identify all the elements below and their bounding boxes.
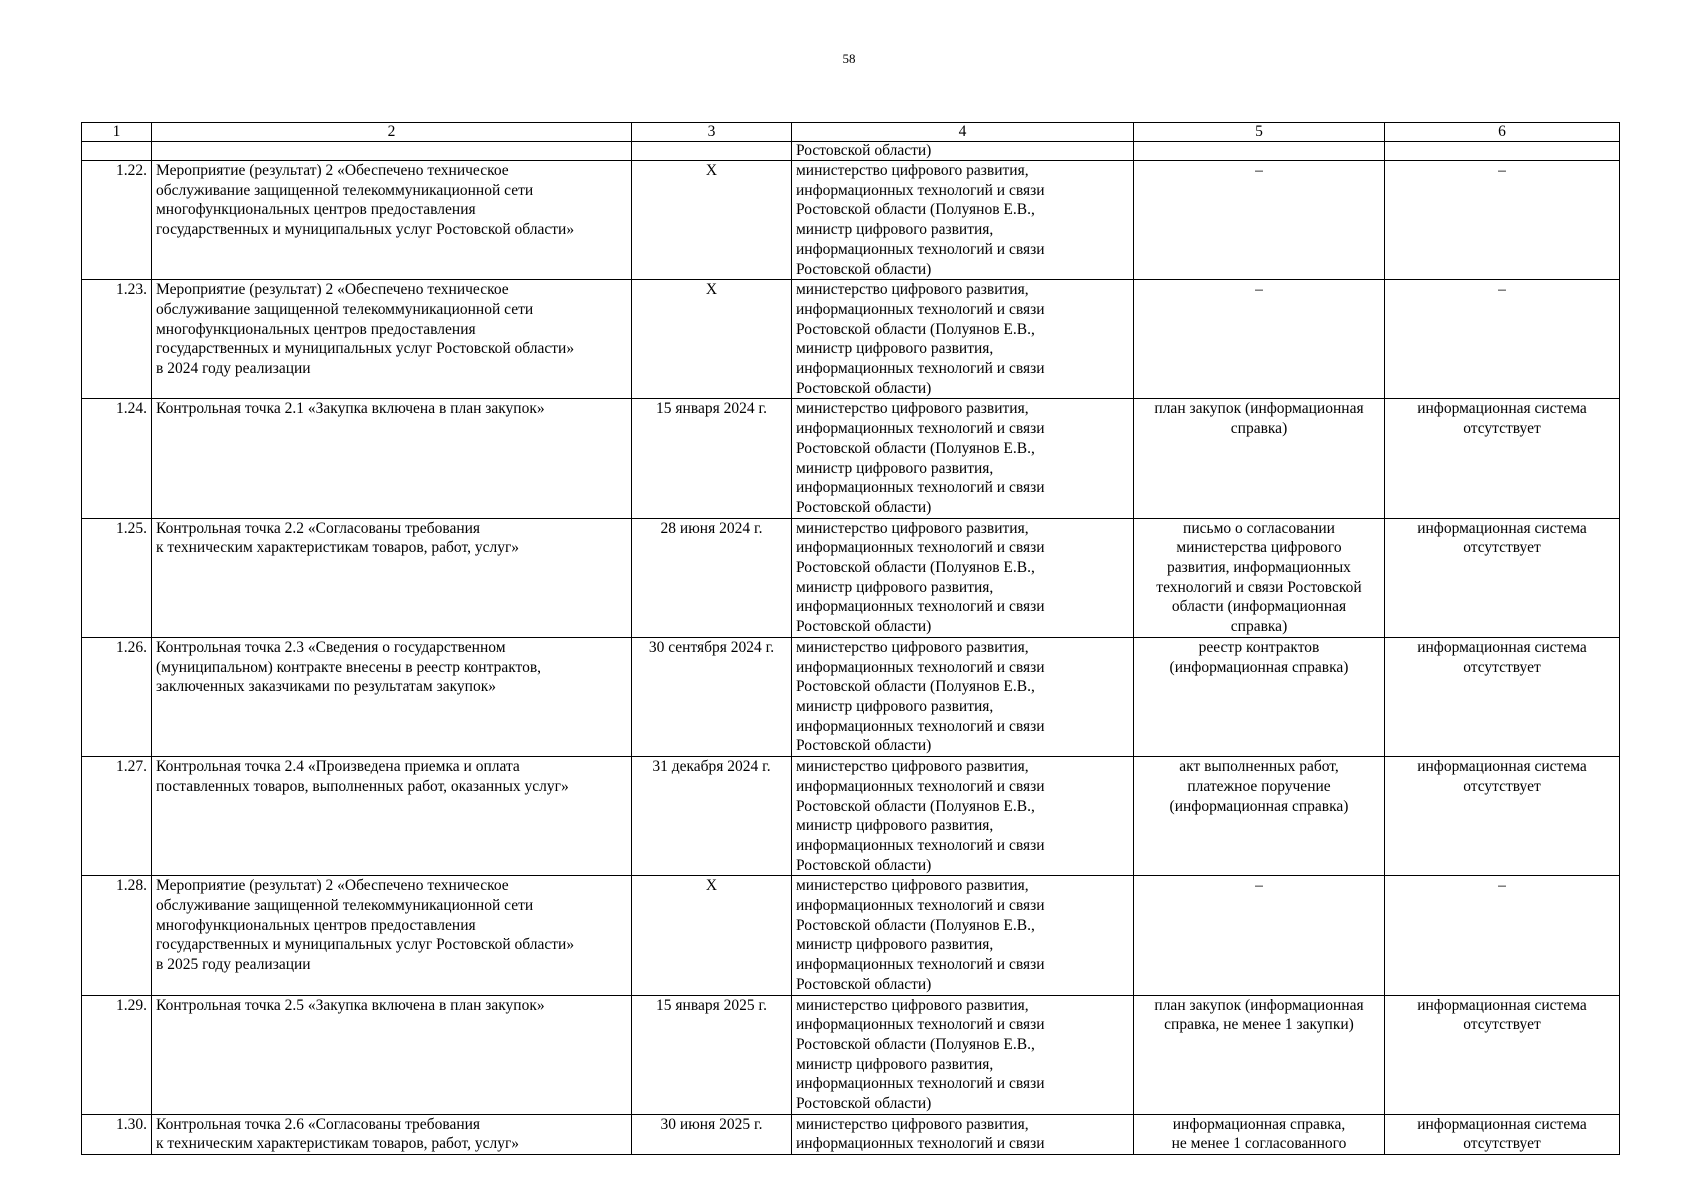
responsible-cell-line: министерство цифрового развития, [796,877,1029,895]
event-cell-line: многофункциональных центров предоставления [156,916,476,934]
responsible-cell [792,995,1134,1114]
event-cell-line: обслуживание защищенной телекоммуникационной сети [156,897,534,915]
responsible-cell-line: министерство цифрового развития, [796,1115,1029,1133]
row-number: 1.23. [82,280,152,399]
responsible-cell-line: министерство цифрового развития, [796,996,1029,1014]
document-cell [1134,757,1385,876]
event-cell [152,637,632,756]
responsible-cell-line: министр цифрового развития, [796,221,994,239]
responsible-cell [792,876,1134,995]
system-cell [1385,757,1620,876]
responsible-cell-line: Ростовской области) [796,618,932,636]
system-cell-line: – [1498,162,1506,179]
event-cell-line: (муниципальном) контракте внесены в реестр контрактов, [156,658,542,676]
document-cell-line: справка) [1230,618,1288,636]
responsible-cell-line: министр цифрового развития, [796,697,994,715]
responsible-cell-line: министр цифрового развития, [796,578,994,596]
responsible-cell-line: министерство цифрового развития, [796,162,1029,179]
event-cell-line: к техническим характеристикам товаров, работ, услуг» [156,1135,520,1153]
system-cell-line: отсутствует [1463,1016,1541,1034]
responsible-cell-line: информационных технологий и связи [796,1075,1045,1093]
event-cell-line: в 2024 году реализации [156,360,311,378]
system-cell [1385,1114,1620,1154]
event-cell-line: Контрольная точка 2.2 «Согласованы требования [156,519,481,537]
system-cell-line: информационная система [1417,519,1587,537]
table-row [82,399,1620,518]
system-cell-line: информационная система [1417,638,1587,656]
row-number: 1.29. [82,995,152,1114]
document-cell [1134,995,1385,1114]
deadline-cell: 28 июня 2024 г. [632,518,792,637]
document-cell-line: области (информационная [1171,598,1347,616]
deadline-cell: Х [632,280,792,399]
event-cell-line: Контрольная точка 2.1 «Закупка включена в план закупок» [156,400,545,418]
responsible-cell-line: информационных технологий и связи [796,360,1045,378]
responsible-cell [792,161,1134,280]
responsible-cell-line: Ростовской области (Полуянов Е.В., [796,559,1035,577]
responsible-cell-line: информационных технологий и связи [796,658,1045,676]
system-cell [1385,637,1620,756]
event-cell [152,1114,632,1154]
responsible-cell-line: министр цифрового развития, [796,817,994,835]
event-cell [152,995,632,1114]
document-cell-line: платежное поручение [1187,777,1331,795]
column-header-3: 3 [632,123,792,142]
system-cell [1385,399,1620,518]
system-cell [1385,518,1620,637]
column-header-4: 4 [792,123,1134,142]
table-row [82,757,1620,876]
event-cell-line: поставленных товаров, выполненных работ, оказанных услуг» [156,777,569,795]
event-cell-line: Мероприятие (результат) 2 «Обеспечено техническое [156,877,509,895]
system-cell [1385,280,1620,399]
responsible-cell [792,637,1134,756]
table-row [82,518,1620,637]
event-cell-line: Контрольная точка 2.6 «Согласованы требования [156,1115,481,1133]
document-cell-line: развития, информационных [1167,559,1351,577]
document-cell-line: (информационная справка) [1169,658,1349,676]
event-cell [152,399,632,518]
responsible-cell-line: информационных технологий и связи [796,717,1045,735]
system-cell-line: – [1498,877,1506,895]
event-cell [152,280,632,399]
responsible-cell-line: информационных технологий и связи [796,777,1045,795]
system-cell [1385,995,1620,1114]
responsible-cell-line: министр цифрового развития, [796,459,994,477]
responsible-cell-line: Ростовской области (Полуянов Е.В., [796,320,1035,338]
document-cell [1134,399,1385,518]
document-cell [1134,876,1385,995]
document-cell [1134,161,1385,280]
document-cell [1134,637,1385,756]
table-body [82,142,1620,1155]
document-cell-line: план закупок (информационная [1154,996,1364,1014]
event-cell-line: Контрольная точка 2.4 «Произведена приемка и оплата [156,758,520,776]
system-cell-line: отсутствует [1463,420,1541,438]
column-header-1: 1 [82,123,152,142]
table-row [82,161,1620,280]
row-number: 1.28. [82,876,152,995]
continuation-cell-1 [82,142,152,161]
row-number: 1.24. [82,399,152,518]
deadline-cell: 15 января 2024 г. [632,399,792,518]
system-cell-line: отсутствует [1463,777,1541,795]
document-cell-line: реестр контрактов [1198,638,1320,656]
responsible-cell-line: информационных технологий и связи [796,1135,1045,1153]
responsible-cell-line: информационных технологий и связи [796,598,1045,616]
continuation-cell-3 [632,142,792,161]
responsible-cell-line: министерство цифрового развития, [796,281,1029,299]
document-cell-line: – [1255,162,1263,179]
event-cell-line: государственных и муниципальных услуг Ростовской области» [156,936,575,954]
row-number: 1.22. [82,161,152,280]
row-number: 1.25. [82,518,152,637]
responsible-cell-line: Ростовской области (Полуянов Е.В., [796,916,1035,934]
responsible-cell-line: Ростовской области (Полуянов Е.В., [796,439,1035,457]
responsible-cell-line: информационных технологий и связи [796,539,1045,557]
row-number: 1.30. [82,1114,152,1154]
deadline-cell: 30 сентября 2024 г. [632,637,792,756]
responsible-cell-line: информационных технологий и связи [796,836,1045,854]
responsible-cell-line: Ростовской области (Полуянов Е.В., [796,678,1035,696]
event-cell-line: многофункциональных центров предоставления [156,320,476,338]
responsible-cell-line: Ростовской области) [796,975,932,993]
responsible-cell [792,1114,1134,1154]
responsible-cell [792,280,1134,399]
deadline-cell: Х [632,161,792,280]
table-row [82,280,1620,399]
event-cell-line: обслуживание защищенной телекоммуникационной сети [156,181,534,199]
responsible-cell-line: министр цифрового развития, [796,1055,994,1073]
deadline-cell: 15 января 2025 г. [632,995,792,1114]
system-cell-line: отсутствует [1463,658,1541,676]
event-cell-line: Контрольная точка 2.3 «Сведения о государственном [156,638,506,656]
event-cell-line: Мероприятие (результат) 2 «Обеспечено техническое [156,162,509,179]
document-cell-line: министерства цифрового [1176,539,1342,557]
system-cell-line: отсутствует [1463,1135,1541,1153]
document-cell-line: справка) [1230,420,1288,438]
event-cell [152,876,632,995]
document-cell-line: акт выполненных работ, [1179,758,1339,776]
event-cell [152,161,632,280]
plan-table [81,122,1620,1155]
event-cell-line: в 2025 году реализации [156,956,311,974]
continuation-cell-5 [1134,142,1385,161]
event-cell-line: государственных и муниципальных услуг Ростовской области» [156,340,575,358]
table-row [82,1114,1620,1154]
document-cell-line: – [1255,281,1263,299]
system-cell-line: информационная система [1417,996,1587,1014]
document-cell-line: информационная справка, [1172,1115,1346,1133]
table-row [82,637,1620,756]
responsible-cell-line: министр цифрового развития, [796,936,994,954]
event-cell-line: многофункциональных центров предоставления [156,201,476,219]
page-number: 58 [842,51,856,66]
responsible-cell-line: Ростовской области) [796,260,932,278]
document-cell [1134,518,1385,637]
responsible-cell-line: информационных технологий и связи [796,956,1045,974]
table-row [82,995,1620,1114]
responsible-cell-line: министерство цифрового развития, [796,400,1029,418]
responsible-cell-line: информационных технологий и связи [796,240,1045,258]
column-header-5: 5 [1134,123,1385,142]
responsible-cell-line: министерство цифрового развития, [796,758,1029,776]
document-cell-line: технологий и связи Ростовской [1156,578,1362,596]
responsible-cell-line: Ростовской области) [796,737,932,755]
system-cell-line: информационная система [1417,758,1587,776]
system-cell-line: – [1498,281,1506,299]
responsible-cell-line: информационных технологий и связи [796,1016,1045,1034]
responsible-cell-line: министр цифрового развития, [796,340,994,358]
responsible-cell-line: Ростовской области) [796,379,932,397]
table-row [82,876,1620,995]
event-cell-line: обслуживание защищенной телекоммуникационной сети [156,300,534,318]
continuation-cell-6 [1385,142,1620,161]
event-cell [152,757,632,876]
deadline-cell: 30 июня 2025 г. [632,1114,792,1154]
responsible-cell [792,399,1134,518]
event-cell-line: заключенных заказчиками по результатам закупок» [156,678,496,696]
responsible-cell-line: Ростовской области) [796,856,932,874]
document-cell-line: письмо о согласовании [1183,519,1335,537]
system-cell-line: информационная система [1417,1115,1587,1133]
system-cell-line: информационная система [1417,400,1587,418]
event-cell [152,518,632,637]
document-cell-line: план закупок (информационная [1154,400,1364,418]
system-cell [1385,876,1620,995]
document-cell [1134,280,1385,399]
deadline-cell: Х [632,876,792,995]
responsible-cell-line: информационных технологий и связи [796,181,1045,199]
responsible-cell-line: информационных технологий и связи [796,897,1045,915]
row-number: 1.26. [82,637,152,756]
document-cell-line: (информационная справка) [1169,797,1349,815]
event-cell-line: государственных и муниципальных услуг Ростовской области» [156,221,575,239]
responsible-cell-line: Ростовской области (Полуянов Е.В., [796,1035,1035,1053]
responsible-cell-line: Ростовской области) [796,498,932,516]
system-cell-line: отсутствует [1463,539,1541,557]
header-row [82,123,1620,142]
document-cell [1134,1114,1385,1154]
responsible-cell-line: министерство цифрового развития, [796,638,1029,656]
event-cell-line: Мероприятие (результат) 2 «Обеспечено техническое [156,281,509,299]
responsible-cell-line: Ростовской области (Полуянов Е.В., [796,797,1035,815]
column-header-6: 6 [1385,123,1620,142]
row-number: 1.27. [82,757,152,876]
responsible-cell-line: информационных технологий и связи [796,300,1045,318]
responsible-cell-line: Ростовской области (Полуянов Е.В., [796,201,1035,219]
document-cell-line: не менее 1 согласованного [1171,1135,1347,1153]
document-cell-line: справка, не менее 1 закупки) [1164,1016,1354,1034]
deadline-cell: 31 декабря 2024 г. [632,757,792,876]
document-cell-line: – [1255,877,1263,895]
continuation-responsible: Ростовской области) [792,142,1134,161]
responsible-cell [792,757,1134,876]
responsible-cell-line: Ростовской области) [796,1095,932,1113]
column-header-2: 2 [152,123,632,142]
responsible-cell-line: информационных технологий и связи [796,420,1045,438]
event-cell-line: Контрольная точка 2.5 «Закупка включена в план закупок» [156,996,545,1014]
event-cell-line: к техническим характеристикам товаров, работ, услуг» [156,539,520,557]
continuation-row [82,142,1620,161]
table-header [82,123,1620,142]
responsible-cell [792,518,1134,637]
system-cell [1385,161,1620,280]
responsible-cell-line: министерство цифрового развития, [796,519,1029,537]
continuation-cell-2 [152,142,632,161]
responsible-cell-line: информационных технологий и связи [796,479,1045,497]
